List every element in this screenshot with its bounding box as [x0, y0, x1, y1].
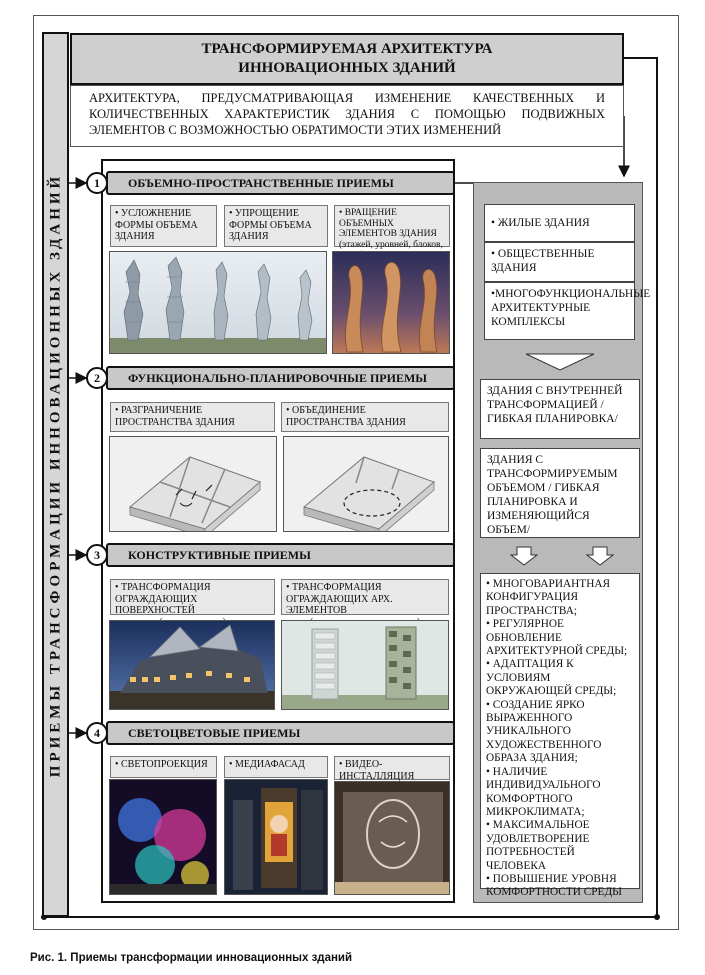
section-3-item-2 — [281, 579, 449, 615]
section-4-item-2-label: • МЕДИАФАСАД — [229, 759, 305, 770]
section-4-item-3 — [334, 756, 450, 780]
down-arrow-icon — [586, 546, 614, 566]
section-4-title: СВЕТОЦВЕТОВЫЕ ПРИЕМЫ — [128, 725, 301, 740]
section-2-title: ФУНКЦИОНАЛЬНО-ПЛАНИРОВОЧНЫЕ ПРИЕМЫ — [128, 370, 428, 385]
section-3-item-2-label: • ТРАНСФОРМАЦИЯ ОГРАЖДАЮЩИХ АРХ. ЭЛЕМЕНТОВ — [286, 582, 393, 616]
benefit-item: • МАКСИМАЛЬНОЕ УДОВЛЕТВОРЕНИЕ ПОТРЕБНОСТЕЙ ЧЕЛОВЕКА — [486, 819, 590, 872]
type-public — [484, 242, 635, 282]
definition-box — [70, 85, 624, 147]
down-triangle-icon — [524, 352, 596, 372]
benefit-item: • СОЗДАНИЕ ЯРКО ВЫРАЖЕННОГО УНИКАЛЬНОГО ХУДОЖЕСТВЕННОГО ОБРАЗА ЗДАНИЯ; — [486, 698, 602, 765]
rotating-elements-photo — [332, 251, 450, 354]
volume-transformation-label: ЗДАНИЯ С ТРАНСФОРМИРУЕМЫМ ОБЪЕМОМ / ГИБКАЯ ПЛАНИРОВКА И ИЗМЕНЯЮЩИЙСЯ ОБЪЕМ/ — [487, 454, 618, 536]
internal-transformation-label: ЗДАНИЯ С ВНУТРЕННЕЙ ТРАНСФОРМАЦИЕЙ /ГИБКАЯ ПЛАНИРОВКА/ — [487, 385, 623, 425]
section-3-header — [106, 543, 455, 567]
benefit-item: • РЕГУЛЯРНОЕ ОБНОВЛЕНИЕ АРХИТЕКТУРНОЙ СРЕДЫ; — [486, 618, 628, 658]
section-4-item-2 — [224, 756, 328, 778]
section-4-item-1-label: • СВЕТОПРОЕКЦИЯ — [115, 759, 208, 770]
section-1-item-3-note: (этажей, уровней, блоков, — [339, 239, 443, 250]
down-arrow-icon — [510, 546, 538, 566]
section-1-number: 1 — [86, 172, 108, 194]
figure-caption: Рис. 1. Приемы трансформации инновационных зданий — [30, 952, 353, 964]
type-residential — [484, 204, 635, 242]
section-2-item-2 — [281, 402, 449, 432]
benefits-box — [480, 573, 640, 899]
section-2-item-1 — [110, 402, 275, 432]
plan-divided-image — [109, 436, 277, 532]
type-multifunctional-label: •МНОГОФУНКЦИОНАЛЬНЫЕ АРХИТЕКТУРНЫЕ КОМПЛЕКСЫ — [491, 288, 651, 328]
type-public-label: • ОБЩЕСТВЕННЫЕ ЗДАНИЯ — [491, 248, 595, 274]
volume-transformation-box — [480, 448, 640, 538]
title-line-2: ИННОВАЦИОННЫХ ЗДАНИЙ — [238, 60, 456, 76]
section-4-item-3-label: • ВИДЕО-ИНСТАЛЛЯЦИЯ — [339, 759, 415, 782]
section-3-number: 3 — [86, 544, 108, 566]
section-2-item-1-label: • РАЗГРАНИЧЕНИЕ ПРОСТРАНСТВА ЗДАНИЯ — [115, 405, 235, 428]
side-label-bar — [42, 32, 69, 917]
type-multifunctional — [484, 282, 651, 340]
section-2-header — [106, 366, 455, 390]
benefit-item: • НАЛИЧИЕ ИНДИВИДУАЛЬНОГО КОМФОРТНОГО МИКРОКЛИМАТА; — [486, 765, 601, 818]
section-1-header — [106, 171, 455, 195]
section-2-number: 2 — [86, 367, 108, 389]
section-4-number: 4 — [86, 722, 108, 744]
definition-text: АРХИТЕКТУРА, ПРЕДУСМАТРИВАЮЩАЯ ИЗМЕНЕНИЕ КАЧЕСТВЕННЫХ И КОЛИЧЕСТВЕННЫХ ХАРАКТЕРИСТИК ЗДАНИЯ С ПОМОЩЬЮ ПОДВИЖНЫХ ЭЛЕМЕНТОВ С ВОЗМОЖНОСТЬЮ ОБРАТИМОСТИ ЭТИХ ИЗМЕНЕНИЙ — [89, 91, 605, 137]
benefit-item: • МНОГОВАРИАНТНАЯ КОНФИГУРАЦИЯ ПРОСТРАНСТВА; — [486, 578, 611, 617]
section-4-header — [106, 721, 455, 745]
video-installation-photo — [334, 781, 450, 895]
media-facade-photo — [224, 779, 328, 895]
section-2-item-2-label: • ОБЪЕДИНЕНИЕ ПРОСТРАНСТВА ЗДАНИЯ — [286, 405, 406, 428]
facade-panels-photo — [281, 620, 449, 710]
internal-transformation-box — [480, 379, 640, 439]
section-3-title: КОНСТРУКТИВНЫЕ ПРИЕМЫ — [128, 547, 311, 562]
type-residential-label: • ЖИЛЫЕ ЗДАНИЯ — [491, 217, 590, 229]
section-3-item-1 — [110, 579, 275, 615]
section-4-item-1 — [110, 756, 217, 778]
section-1-item-1 — [110, 205, 217, 247]
title-line-1: ТРАНСФОРМИРУЕМАЯ АРХИТЕКТУРА — [201, 41, 493, 57]
plan-merged-image — [283, 436, 449, 532]
title-box — [70, 33, 624, 85]
benefit-item: • ПОВЫШЕНИЕ УРОВНЯ КОМФОРТНОСТИ СРЕДЫ — [486, 872, 622, 899]
benefit-item: • АДАПТАЦИЯ К УСЛОВИЯМ ОКРУЖАЮЩЕЙ СРЕДЫ; — [486, 658, 617, 698]
section-3-item-1-label: • ТРАНСФОРМАЦИЯ ОГРАЖДАЮЩИХ ПОВЕРХНОСТЕЙ — [115, 582, 211, 616]
light-projection-photo — [109, 779, 217, 895]
section-1-item-3-label: • ВРАЩЕНИЕ ОБЪЕМНЫХ ЭЛЕМЕНТОВ ЗДАНИЯ — [339, 208, 437, 239]
section-1-item-2 — [224, 205, 328, 247]
rotating-towers-photo — [109, 251, 327, 354]
section-1-item-1-label: • УСЛОЖНЕНИЕ ФОРМЫ ОБЪЕМА ЗДАНИЯ — [115, 208, 198, 242]
transforming-roof-photo — [109, 620, 275, 710]
section-1-title: ОБЪЕМНО-ПРОСТРАНСТВЕННЫЕ ПРИЕМЫ — [128, 175, 394, 190]
section-1-item-3 — [334, 205, 450, 250]
section-1-item-2-label: • УПРОЩЕНИЕ ФОРМЫ ОБЪЕМА ЗДАНИЯ — [229, 208, 312, 242]
side-label: ПРИЕМЫ ТРАНСФОРМАЦИИ ИННОВАЦИОННЫХ ЗДАНИЙ — [47, 172, 63, 777]
